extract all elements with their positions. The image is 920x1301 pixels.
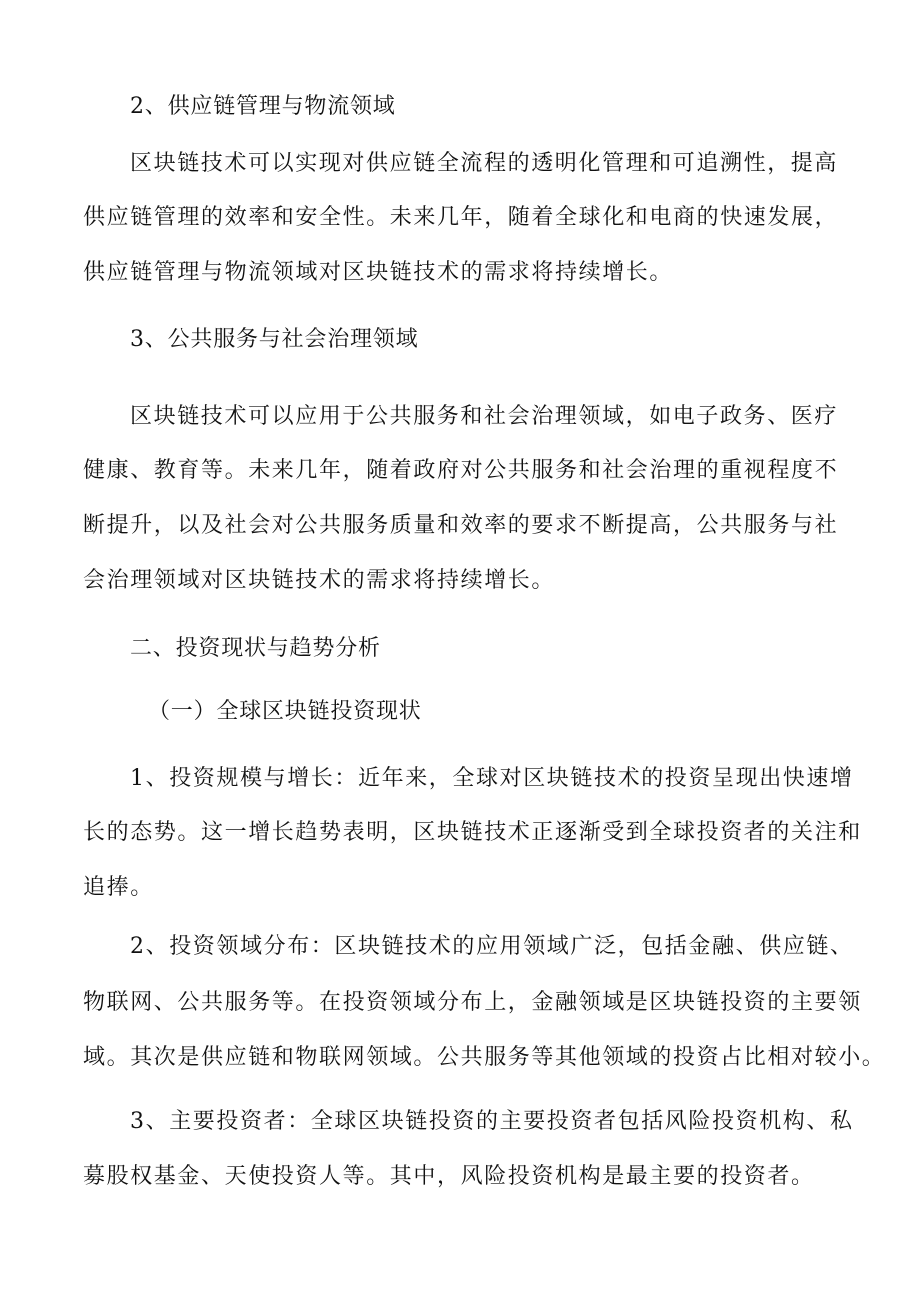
paragraph-line: 断提升，以及社会对公共服务质量和效率的要求不断提高，公共服务与社 bbox=[83, 513, 839, 538]
paragraph-line: 2、投资领域分布：区块链技术的应用领域广泛，包括金融、供应链、 bbox=[130, 934, 854, 959]
paragraph-line: 1、投资规模与增长：近年来，全球对区块链技术的投资呈现出快速增 bbox=[130, 766, 854, 791]
chapter-heading: 二、投资现状与趋势分析 bbox=[130, 636, 381, 661]
paragraph-line: 3、主要投资者：全球区块链投资的主要投资者包括风险投资机构、私 bbox=[130, 1109, 854, 1134]
section-heading-public-service: 3、公共服务与社会治理领域 bbox=[130, 327, 419, 352]
section-heading-supply-chain: 2、供应链管理与物流领域 bbox=[130, 94, 396, 119]
paragraph-line: 健康、教育等。未来几年，随着政府对公共服务和社会治理的重视程度不 bbox=[83, 458, 839, 483]
paragraph-line: 募股权基金、天使投资人等。其中，风险投资机构是最主要的投资者。 bbox=[83, 1164, 815, 1189]
paragraph-line: 区块链技术可以应用于公共服务和社会治理领域，如电子政务、医疗 bbox=[130, 404, 839, 429]
paragraph-line: 区块链技术可以实现对供应链全流程的透明化管理和可追溯性，提高 bbox=[130, 151, 839, 176]
paragraph-line: 追捧。 bbox=[83, 875, 154, 900]
paragraph-line: 会治理领域对区块链技术的需求将持续增长。 bbox=[83, 568, 556, 593]
paragraph-line: 供应链管理与物流领域对区块链技术的需求将持续增长。 bbox=[83, 260, 674, 285]
paragraph-line: 域。其次是供应链和物联网领域。公共服务等其他领域的投资占比相对较小。 bbox=[83, 1045, 886, 1070]
paragraph-line: 供应链管理的效率和安全性。未来几年，随着全球化和电商的快速发展， bbox=[83, 205, 839, 230]
paragraph-line: 长的态势。这一增长趋势表明，区块链技术正逐渐受到全球投资者的关注和 bbox=[83, 820, 862, 845]
paragraph-line: 物联网、公共服务等。在投资领域分布上，金融领域是区块链投资的主要领 bbox=[83, 990, 862, 1015]
subsection-heading: （一）全球区块链投资现状 bbox=[148, 699, 422, 724]
